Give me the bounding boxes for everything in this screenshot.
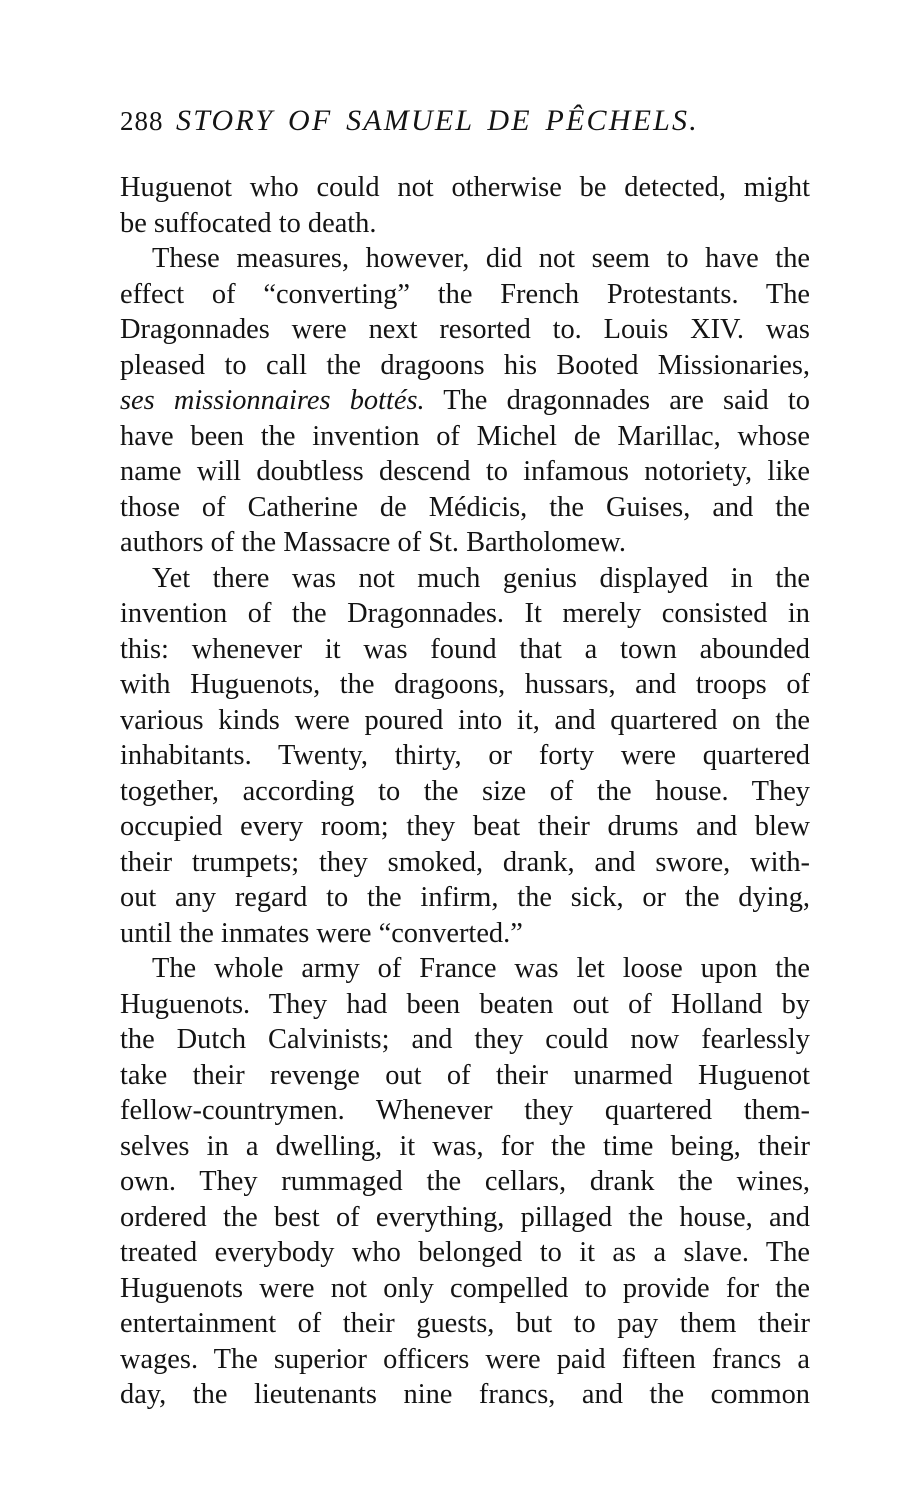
- text-line: treated everybody who belonged to it as a slave. The: [120, 1237, 810, 1268]
- text-line: wages. The superior officers were paid fifteen francs a: [120, 1343, 810, 1375]
- text-line: effect of “converting” the French Protestants. The: [120, 278, 810, 310]
- text-line: those of Catherine de Médicis, the Guises, and the: [120, 491, 810, 523]
- text-fragment: The dragonnades are said to: [424, 385, 810, 416]
- text-line: until the inmates were “converted.”: [120, 917, 523, 949]
- text-line: out any regard to the infirm, the sick, or the dying,: [120, 882, 810, 913]
- text-line: ordered the best of everything, pillaged the house, and: [120, 1201, 810, 1233]
- text-line: selves in a dwelling, it was, for the time being, their: [120, 1130, 810, 1162]
- text-line: together, according to the size of the house. They: [120, 775, 810, 807]
- text-line: The whole army of France was let loose upon the: [152, 953, 810, 984]
- text-line: fellow-countrymen. Whenever they quartered them-: [120, 1095, 810, 1126]
- text-line: name will doubtless descend to infamous notoriety, like: [120, 456, 810, 487]
- text-line: Dragonnades were next resorted to. Louis XIV. was: [120, 314, 810, 345]
- text-line: be suffocated to death.: [120, 207, 377, 239]
- text-line: authors of the Massacre of St. Bartholomew.: [120, 527, 626, 558]
- text-line: Huguenots were not only compelled to provide for the: [120, 1272, 810, 1304]
- text-line: occupied every room; they beat their drums and blew: [120, 811, 810, 842]
- text-line-with-italic: [120, 383, 810, 419]
- text-line: Yet there was not much genius displayed in the: [152, 562, 810, 594]
- text-line: Huguenots. They had been beaten out of Holland by: [120, 988, 810, 1020]
- text-line: pleased to call the dragoons his Booted Missionaries,: [120, 349, 810, 381]
- text-line: day, the lieutenants nine francs, and the common: [120, 1379, 810, 1410]
- text-line: their trumpets; they smoked, drank, and swore, with-: [120, 846, 810, 878]
- text-line: inhabitants. Twenty, thirty, or forty were quartered: [120, 740, 810, 771]
- text-line: invention of the Dragonnades. It merely consisted in: [120, 598, 810, 629]
- text-line: this: whenever it was found that a town abounded: [120, 633, 810, 665]
- page-number: 288: [120, 106, 164, 136]
- running-title: STORY OF SAMUEL DE PÊCHELS.: [176, 104, 699, 137]
- text-line: various kinds were poured into it, and quartered on the: [120, 704, 810, 736]
- running-head: [120, 104, 820, 148]
- text-line: own. They rummaged the cellars, drank the wines,: [120, 1166, 810, 1197]
- text-line: the Dutch Calvinists; and they could now fearlessly: [120, 1024, 810, 1055]
- text-line: take their revenge out of their unarmed Huguenot: [120, 1059, 810, 1091]
- italic-phrase: ses missionnaires bottés.: [120, 385, 425, 416]
- body-text: [120, 170, 810, 1413]
- text-line: Huguenot who could not otherwise be detected, might: [120, 172, 810, 203]
- text-line: have been the invention of Michel de Marillac, whose: [120, 420, 810, 452]
- text-line: with Huguenots, the dragoons, hussars, and troops of: [120, 669, 810, 700]
- text-line: entertainment of their guests, but to pay them their: [120, 1308, 810, 1339]
- text-line: These measures, however, did not seem to have the: [152, 243, 810, 274]
